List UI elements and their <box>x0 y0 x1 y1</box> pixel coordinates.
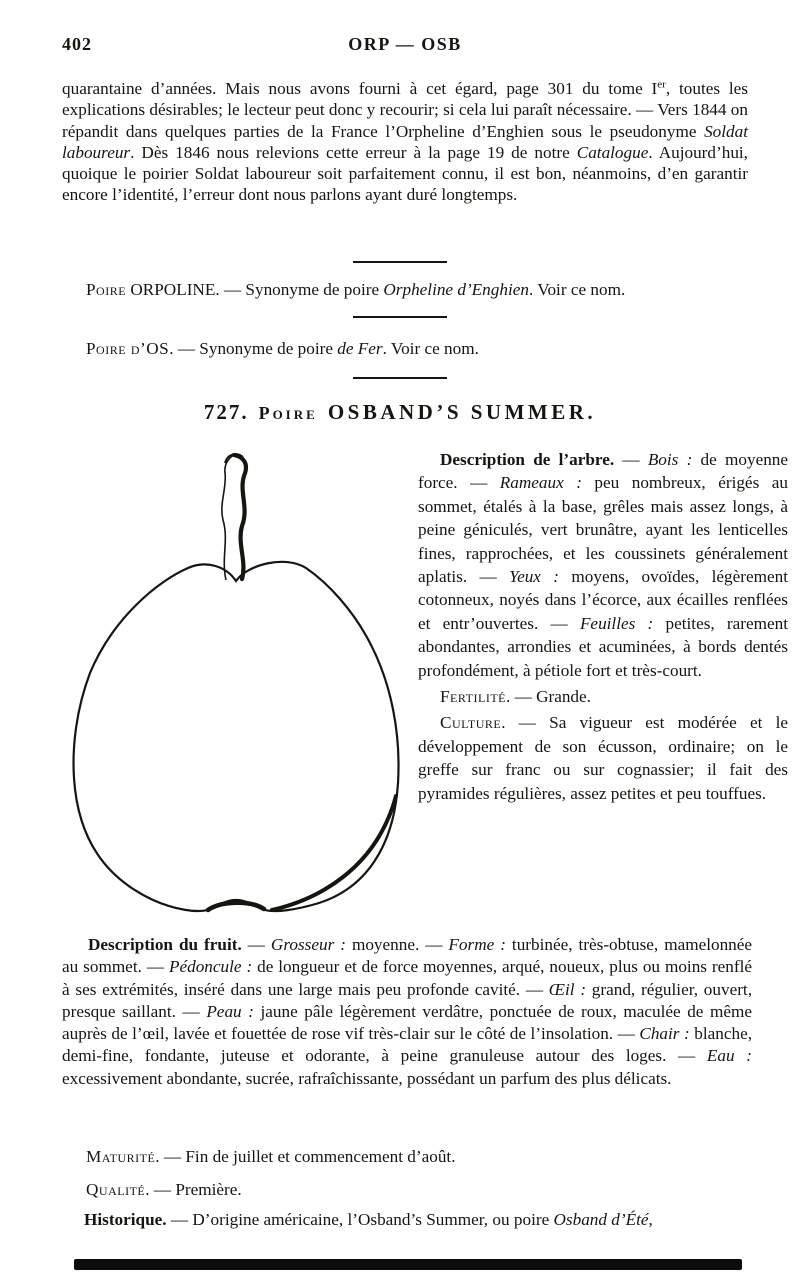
quality-line: Qualité. — Première. <box>86 1180 242 1199</box>
running-title: ORP — OSB <box>348 34 462 54</box>
maturity-line: Maturité. — Fin de juillet et commencement d’août. <box>86 1147 456 1166</box>
tree-description-column <box>410 448 788 918</box>
article-title-prefix: Poire <box>258 403 318 423</box>
article-title-name: OSBAND’S SUMMER. <box>327 400 597 424</box>
pear-shading-stroke <box>272 796 396 910</box>
intro-paragraph: quarantaine d’années. Mais nous avons fourni à cet égard, page 301 du tome Ier, toutes les explications désirables; le lecteur peut donc y recourir; si cela lui paraît nécessaire. — Vers 1844 on répandit dans quelques parties de la France l’Orpheline d’Enghien sous le pseudonyme Soldat laboureur. Dès 1846 nous relevions cette erreur à la page 19 de notre Catalogue. Aujourd’hui, quoique le poirier Soldat laboureur soit parfaitement connu, il est bon, néanmoins, d’en garantir encore l’identité, l’erreur dont nous parlons ayant duré longtemps. <box>62 78 748 205</box>
fertility-line: Fertilité. — Grande. <box>440 687 591 707</box>
history-paragraph: Historique. — D’origine américaine, l’Osband’s Summer, ou poire Osband d’Été, <box>84 1210 653 1229</box>
section-divider <box>353 261 447 263</box>
running-header <box>62 34 748 58</box>
pear-stem-left-edge <box>222 455 234 580</box>
synonym-entry-dos: Poire d’OS. — Synonyme de poire de Fer. Voir ce nom. <box>86 339 479 358</box>
culture-paragraph: Culture. — Sa vigueur est modérée et le développement de son écusson, ordinaire; on le greffe sur franc ou sur cognassier; il fait des pyramides régulières, assez petites et peu touffues. <box>418 713 788 803</box>
pear-body-outline <box>74 562 399 911</box>
article-heading <box>0 399 800 426</box>
article-two-column-section <box>58 448 788 918</box>
scan-edge-artifact <box>74 1259 742 1270</box>
section-divider <box>353 377 447 379</box>
section-divider <box>353 316 447 318</box>
synonym-entry-orpoline: Poire ORPOLINE. — Synonyme de poire Orpheline d’Enghien. Voir ce nom. <box>86 280 626 299</box>
pear-line-drawing <box>58 448 410 918</box>
tree-description: Description de l’arbre. — Bois : de moyenne force. — Rameaux : peu nombreux, érigés au sommet, étalés à la base, grêles mais assez longs, à peine géniculés, vert brunâtre, ayant les lenticelles fines, rapprochées, et les coussinets généralement aplatis. — Yeux : moyens, ovoïdes, légèrement cotonneux, noyés dans l’écorce, aux écailles renflées et entr’ouvertes. — Feuilles : petites, rarement abondantes, arrondies et acuminées, à bords dentés profondément, à pétiole fort et très-court. <box>418 450 789 680</box>
pear-stem-right-edge <box>234 455 246 579</box>
article-number: 727. <box>203 400 249 424</box>
pear-dimple-stroke <box>208 903 264 910</box>
fruit-description: Description du fruit. — Grosseur : moyenne. — Forme : turbinée, très-obtuse, mamelonnée au sommet. — Pédoncule : de longueur et de force moyennes, arqué, noueux, plus ou moins renflé à ses extrémités, inséré dans une large mais peu profonde cavité. — Œil : grand, régulier, ouvert, presque saillant. — Peau : jaune pâle légèrement verdâtre, ponctuée de roux, maculée de même auprès de l’œil, lavée et fouettée de rose vif très-clair sur le côté de l’insolation. — Chair : blanche, demi-fine, fondante, juteuse et odorante, à peine granuleuse autour des loges. — Eau : excessivement abondante, sucrée, rafraîchissante, possédant un parfum des plus délicats. <box>62 935 753 1088</box>
page-number: 402 <box>62 34 92 54</box>
pear-illustration <box>58 448 410 918</box>
